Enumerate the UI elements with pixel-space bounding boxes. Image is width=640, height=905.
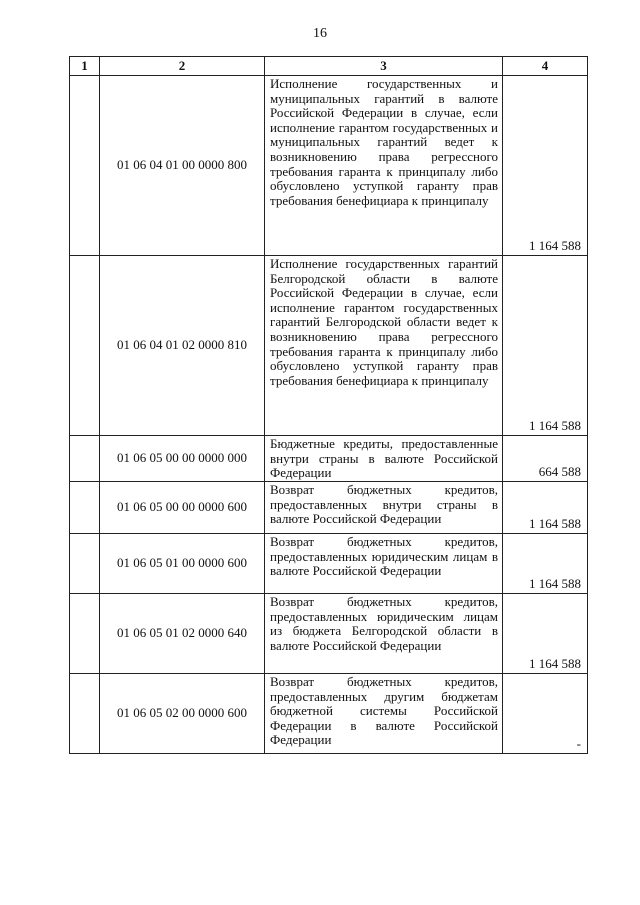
header-col-2: 2 bbox=[100, 57, 265, 76]
row-index-cell bbox=[70, 256, 100, 436]
row-index-cell bbox=[70, 482, 100, 534]
table-row bbox=[70, 674, 588, 754]
row-index-cell bbox=[70, 594, 100, 674]
budget-code-cell: 01 06 04 01 02 0000 810 bbox=[100, 256, 265, 436]
budget-code-cell: 01 06 05 02 00 0000 600 bbox=[100, 674, 265, 754]
budget-code-cell: 01 06 04 01 00 0000 800 bbox=[100, 76, 265, 256]
budget-code-cell: 01 06 05 01 00 0000 600 bbox=[100, 534, 265, 594]
budget-code-cell: 01 06 05 00 00 0000 000 bbox=[100, 436, 265, 482]
budget-code-cell: 01 06 05 00 00 0000 600 bbox=[100, 482, 265, 534]
description-cell: Бюджетные кредиты, предоставленные внутри страны в валюте Российской Федерации bbox=[265, 436, 503, 482]
description-cell: Возврат бюджетных кредитов, предоставленных юридическим лицам из бюджета Белгородской области в валюте Российской Федерации bbox=[265, 594, 503, 674]
row-index-cell bbox=[70, 76, 100, 256]
row-index-cell bbox=[70, 674, 100, 754]
table-header-row bbox=[70, 57, 588, 76]
table-row bbox=[70, 256, 588, 436]
amount-cell: 1 164 588 bbox=[503, 534, 588, 594]
description-cell: Возврат бюджетных кредитов, предоставленных внутри страны в валюте Российской Федерации bbox=[265, 482, 503, 534]
amount-cell: 664 588 bbox=[503, 436, 588, 482]
table-row bbox=[70, 76, 588, 256]
description-cell: Исполнение государственных и муниципальных гарантий в валюте Российской Федерации в случае, если исполнение гарантом государственных и муниципальных гарантий ведет к возникновению права регрессного требования гаранта к принципалу либо обусловлено уступкой гаранту прав требования бенефициара к принципалу bbox=[265, 76, 503, 256]
description-cell: Возврат бюджетных кредитов, предоставленных другим бюджетам бюджетной системы Российской Федерации в валюте Российской Федерации bbox=[265, 674, 503, 754]
header-col-4: 4 bbox=[503, 57, 588, 76]
description-cell: Возврат бюджетных кредитов, предоставленных юридическим лицам в валюте Российской Федерации bbox=[265, 534, 503, 594]
description-cell: Исполнение государственных гарантий Белгородской области в валюте Российской Федерации в случае, если исполнение гарантом государственных гарантий Белгородской области ведет к возникновению права регрессного требования гаранта к принципалу либо обусловлено уступкой гаранту прав требования бенефициара к принципалу bbox=[265, 256, 503, 436]
table-row bbox=[70, 534, 588, 594]
amount-cell: 1 164 588 bbox=[503, 76, 588, 256]
amount-cell: - bbox=[503, 674, 588, 754]
budget-table bbox=[69, 56, 588, 754]
amount-cell: 1 164 588 bbox=[503, 482, 588, 534]
amount-cell: 1 164 588 bbox=[503, 594, 588, 674]
row-index-cell bbox=[70, 436, 100, 482]
amount-cell: 1 164 588 bbox=[503, 256, 588, 436]
table-row bbox=[70, 436, 588, 482]
table-row bbox=[70, 482, 588, 534]
header-col-1: 1 bbox=[70, 57, 100, 76]
header-col-3: 3 bbox=[265, 57, 503, 76]
budget-code-cell: 01 06 05 01 02 0000 640 bbox=[100, 594, 265, 674]
page-number: 16 bbox=[313, 26, 327, 41]
table-row bbox=[70, 594, 588, 674]
row-index-cell bbox=[70, 534, 100, 594]
